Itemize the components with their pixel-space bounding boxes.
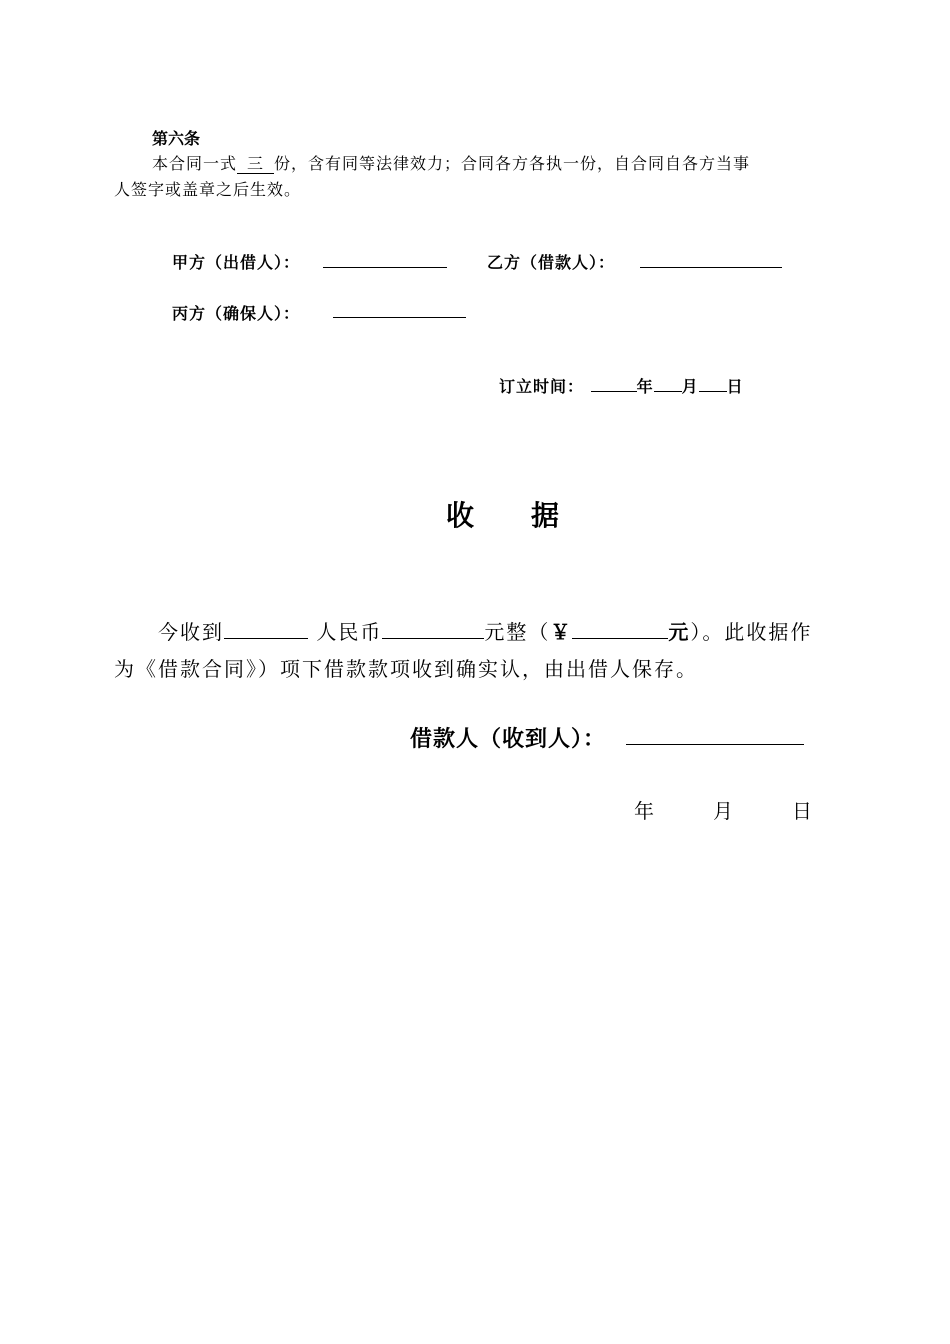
date-label: 订立时间： <box>499 377 585 396</box>
article-heading: 第六条 <box>152 129 201 148</box>
copies-field: 三 <box>237 155 274 174</box>
article-text-line2: 人签字或盖章之后生效。 <box>114 180 302 199</box>
party-c-label: 丙方（确保人）： <box>172 304 301 323</box>
day-label: 日 <box>726 377 744 396</box>
article-text-line1 <box>152 151 750 174</box>
receipt-year: 年 <box>634 799 654 823</box>
received-from-blank <box>224 617 308 639</box>
month-blank <box>654 374 682 392</box>
day-blank <box>699 374 727 392</box>
year-label: 年 <box>636 377 654 396</box>
party-b-signature-line <box>640 267 782 268</box>
article-text-a: 本合同一式 <box>152 154 238 173</box>
party-a-label: 甲方（出借人）： <box>172 253 301 272</box>
receipt-month: 月 <box>713 799 733 823</box>
month-label: 月 <box>681 377 699 396</box>
received-from-text: 今收到 <box>158 620 224 644</box>
receipt-title-left: 收 <box>446 499 475 532</box>
amount-figures-blank <box>572 617 668 639</box>
receipt-line2: 为《借款合同》）项下借款款项收到确实认，由出借人保存。 <box>114 657 698 681</box>
receipt-day: 日 <box>792 799 812 823</box>
recipient-label: 借款人（收到人）： <box>410 726 607 752</box>
receipt-title-right: 据 <box>531 499 560 532</box>
signing-date <box>499 374 744 397</box>
party-c-signature-line <box>333 317 466 318</box>
rmb-text: 人民币 <box>316 620 383 644</box>
amount-words-blank <box>382 617 484 639</box>
yuan-text: 元 <box>668 620 691 644</box>
party-b-label: 乙方（借款人）： <box>487 253 616 272</box>
article-text-b: 份，含有同等法律效力；合同各方各执一份，自合同自各方当事 <box>274 154 751 173</box>
receipt-line1 <box>158 616 812 645</box>
currency-symbol: ￥ <box>550 620 573 644</box>
recipient-signature-line <box>626 744 804 745</box>
receipt-line1-end: ）。此收据作 <box>690 620 813 644</box>
yuan-whole-text: 元整（ <box>484 620 551 644</box>
party-a-signature-line <box>323 267 447 268</box>
year-blank <box>591 374 637 392</box>
